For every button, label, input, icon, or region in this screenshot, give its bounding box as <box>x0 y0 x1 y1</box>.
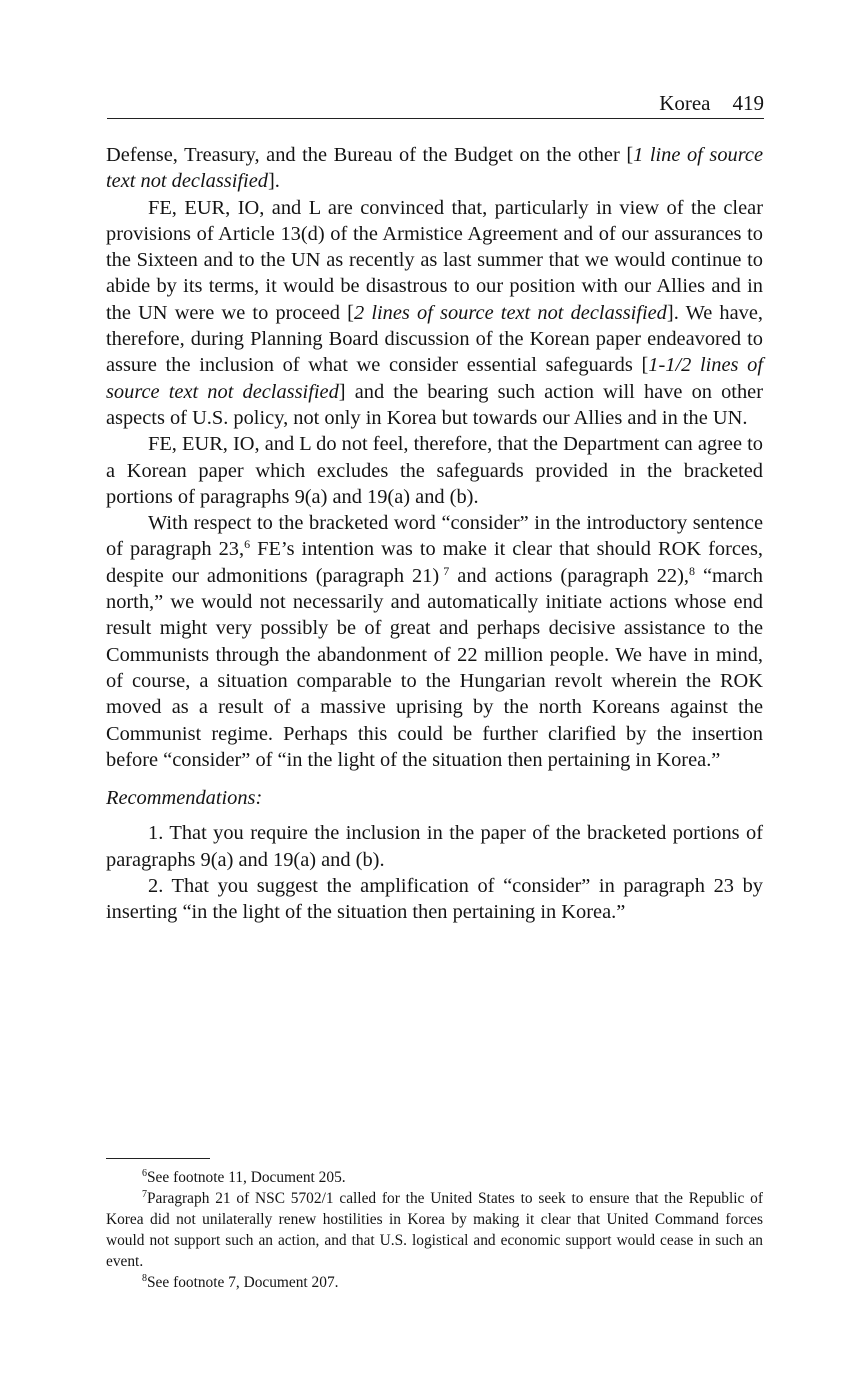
footnote-8 <box>106 1272 763 1293</box>
paragraph-consider <box>106 510 763 773</box>
bracket-close: ] <box>338 380 346 403</box>
paragraph-text: and actions (paragraph 22), <box>449 564 689 587</box>
running-title: Korea <box>659 91 711 115</box>
paragraph-continuation <box>106 142 763 195</box>
recommendations-heading: Recommendations: <box>106 787 263 810</box>
footnote-marker: 6 <box>142 1168 147 1179</box>
paragraph-text: “march north,” we would not necessarily and automatically initiate actions whose end result might very possibly be of great and perhaps decisive assistance to the Communists through the abandonment of 22 million people. We have in mind, of course, a situation comparable to the Hungarian revolt wherein the ROK moved as a result of a massive uprising by the north Koreans against the Communist regime. Perhaps this could be further clarified by the insertion before “consider” of “in the light of the situation then pertaining in Korea.” <box>106 564 763 771</box>
footnote-7 <box>106 1188 763 1272</box>
footnote-6 <box>106 1167 763 1188</box>
paragraph-text: . We have, therefore, during Planning Board discussion of the Korean paper endeavored to assure the inclusion of what we consider essential safeguards <box>106 301 764 377</box>
page-number: 419 <box>732 91 764 115</box>
paragraph-safeguards <box>106 195 763 432</box>
editorial-note: 1 line of source text not declassified <box>106 144 763 193</box>
paragraph-text: and the bearing such action will have on other aspects of U.S. policy, not only in Korea but towards our Allies and in the UN. <box>106 380 763 429</box>
editorial-note: 1-1/2 lines of source text not declassified <box>106 354 764 403</box>
recommendation-2: 2. That you suggest the amplification of “consider” in paragraph 23 by inserting “in the light of the situation then pertaining in Korea.” <box>106 875 763 924</box>
footnote-marker: 8 <box>142 1273 147 1284</box>
running-header <box>107 90 764 119</box>
header-right <box>659 90 764 116</box>
footnote-text: Paragraph 21 of NSC 5702/1 called for the United States to seek to ensure that the Republic of Korea did not unilaterally renew hostilities in Korea by making it clear that United Command forces would not support such an action, and that U.S. logistical and economic support would cease in such an event. <box>106 1190 763 1270</box>
footnote-ref-7[interactable]: 7 <box>443 563 450 578</box>
bracket-close: ] <box>666 301 674 324</box>
bracket-open: [ <box>347 301 354 324</box>
footnote-divider <box>106 1158 210 1159</box>
body-text <box>106 142 763 926</box>
bracket-open: [ <box>626 144 634 166</box>
footnote-ref-6[interactable]: 6 <box>244 537 251 552</box>
footnote-text: See footnote 11, Document 205. <box>147 1169 346 1186</box>
paragraph-text: With respect to the bracketed word “consider” in the introductory sentence of paragraph 23, <box>106 512 763 561</box>
paragraph-text: Defense, Treasury, and the Bureau of the Budget on the other <box>106 144 627 166</box>
footnote-text: See footnote 7, Document 207. <box>147 1274 339 1291</box>
bracket-open: [ <box>641 354 649 377</box>
paragraph-department-position: FE, EUR, IO, and L do not feel, therefore, that the Department can agree to a Korean paper which excludes the safeguards provided in the bracketed portions of paragraphs 9(a) and 19(a) and (b). <box>106 433 763 508</box>
bracket-close: ]. <box>267 170 280 193</box>
footnote-marker: 7 <box>142 1189 147 1200</box>
recommendation-1: 1. That you require the inclusion in the paper of the bracketed portions of paragraphs 9(a) and 19(a) and (b). <box>106 822 763 871</box>
paragraph-text: FE’s intention was to make it clear that should ROK forces, despite our admonitions (paragraph 21) <box>106 538 764 587</box>
editorial-note: 2 lines of source text not declassified <box>353 301 667 324</box>
footnotes <box>106 1167 763 1293</box>
paragraph-text: FE, EUR, IO, and L are convinced that, particularly in view of the clear provisions of Article 13(d) of the Armistice Agreement and of our assurances to the Sixteen and to the UN as recently as last summer that we would continue to abide by its terms, it would be disastrous to our position with our Allies and in the UN were we to proceed <box>106 196 763 324</box>
footnote-ref-8[interactable]: 8 <box>689 563 695 578</box>
